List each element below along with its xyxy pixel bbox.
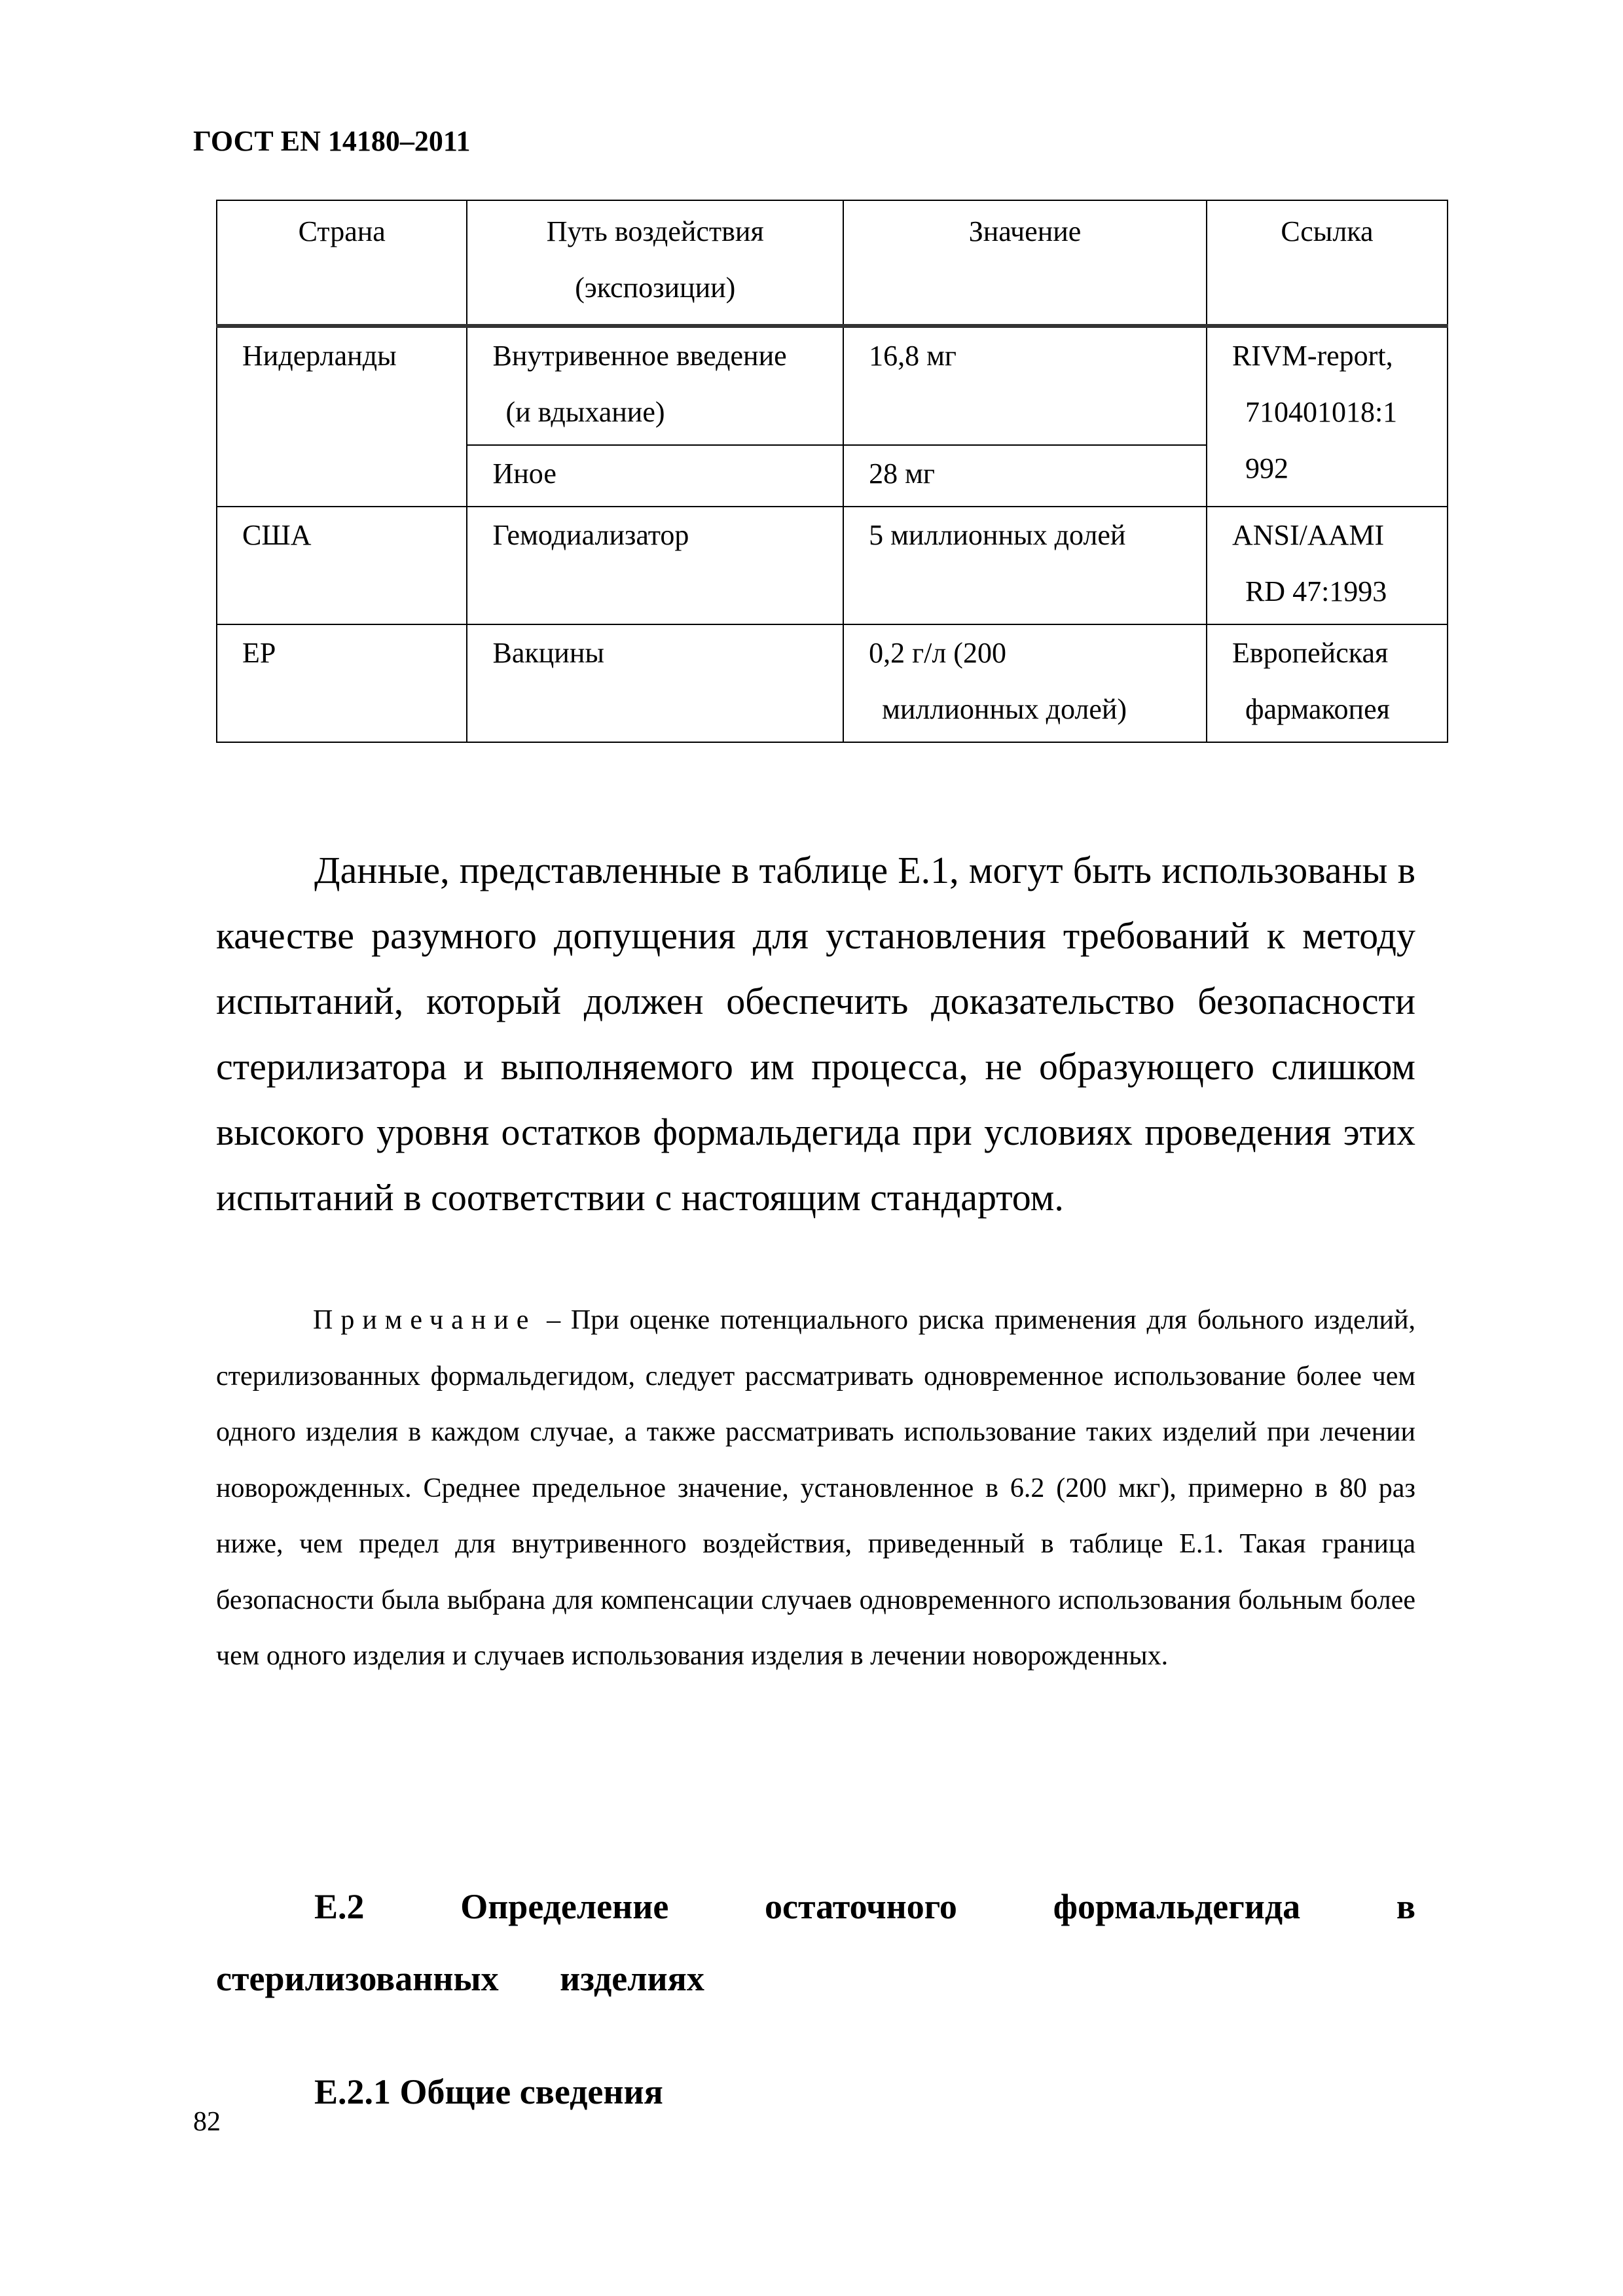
value-ep-line2: миллионных долей) <box>882 693 1127 725</box>
cell-route-vaccines: Вакцины <box>467 624 843 742</box>
header-route <box>467 200 843 326</box>
cell-reference-ansi <box>1207 507 1448 624</box>
note-paragraph <box>216 1293 1415 1685</box>
note-text: – При оценке потенциального риска применения для больного изделий, стерилизованных формальдегидом, следует рассматривать одновременное использование более чем одного изделия в каждом случае, а также рассматривать использование таких изделий при лечении новорожденных. Среднее предельное значение, установленное в 6.2 (200 мкг), примерно в 80 раз ниже, чем предел для внутривенного воздействия, приведенный в таблице Е.1. Такая граница безопасности была выбрана для компенсации случаев одновременного использования больным более чем одного изделия и случаев использования изделия в лечении новорожденных. <box>216 1305 1415 1671</box>
header-route-line2: (экспозиции) <box>575 272 736 304</box>
ref-rivm-line3: 992 <box>1245 452 1288 484</box>
ref-ansi-line1: ANSI/AAMI <box>1231 519 1385 551</box>
note-label: Примечание <box>313 1305 537 1335</box>
ref-ep-line1: Европейская <box>1231 637 1389 669</box>
exposure-limits-table <box>216 200 1448 743</box>
cell-country-netherlands: Нидерланды <box>217 326 467 507</box>
cell-route-other: Иное <box>467 445 843 507</box>
ref-ansi-line2: RD 47:1993 <box>1245 575 1387 607</box>
table-row <box>217 624 1448 742</box>
header-country: Страна <box>217 200 467 326</box>
page-number: 82 <box>193 2107 221 2137</box>
cell-value-other: 28 мг <box>843 445 1207 507</box>
cell-country-ep: ЕР <box>217 624 467 742</box>
ref-rivm-line1: RIVM-report, <box>1231 340 1393 372</box>
cell-reference-rivm <box>1207 326 1448 507</box>
ref-rivm-line2: 710401018:1 <box>1245 396 1398 428</box>
cell-route-hemodialyzer: Гемодиализатор <box>467 507 843 624</box>
body-paragraph: Данные, представленные в таблице Е.1, могут быть использованы в качестве разумного допущения для установления требований к методу испытаний, который должен обеспечить доказательство безопасности стерилизатора и выполняемого им процесса, не образующего слишком высокого уровня остатков формальдегида при условиях проведения этих испытаний в соответствии с настоящим стандартом. <box>216 849 1415 1219</box>
cell-value-usa: 5 миллионных долей <box>843 507 1207 624</box>
cell-country-usa: США <box>217 507 467 624</box>
route-intravenous-line1: Внутривенное введение <box>492 340 787 372</box>
header-value: Значение <box>843 200 1207 326</box>
cell-value-ep <box>843 624 1207 742</box>
header-route-line1: Путь воздействия <box>546 215 764 247</box>
cell-value-intravenous: 16,8 мг <box>843 326 1207 445</box>
document-code: ГОСТ EN 14180–2011 <box>193 125 471 157</box>
section-heading: Е.2 Определение остаточного формальдегида в стерилизованных изделиях <box>216 1887 1415 1998</box>
cell-reference-pharmacopoeia <box>1207 624 1448 742</box>
value-ep-line1: 0,2 г/л (200 <box>869 637 1006 669</box>
ref-ep-line2: фармакопея <box>1245 693 1390 725</box>
table-header-row <box>217 200 1448 326</box>
table-row <box>217 326 1448 445</box>
header-reference: Ссылка <box>1207 200 1448 326</box>
table-row <box>217 507 1448 624</box>
cell-route-intravenous <box>467 326 843 445</box>
subsection-heading: Е.2.1 Общие сведения <box>314 2072 663 2111</box>
route-intravenous-line2: (и вдыхание) <box>505 396 665 428</box>
